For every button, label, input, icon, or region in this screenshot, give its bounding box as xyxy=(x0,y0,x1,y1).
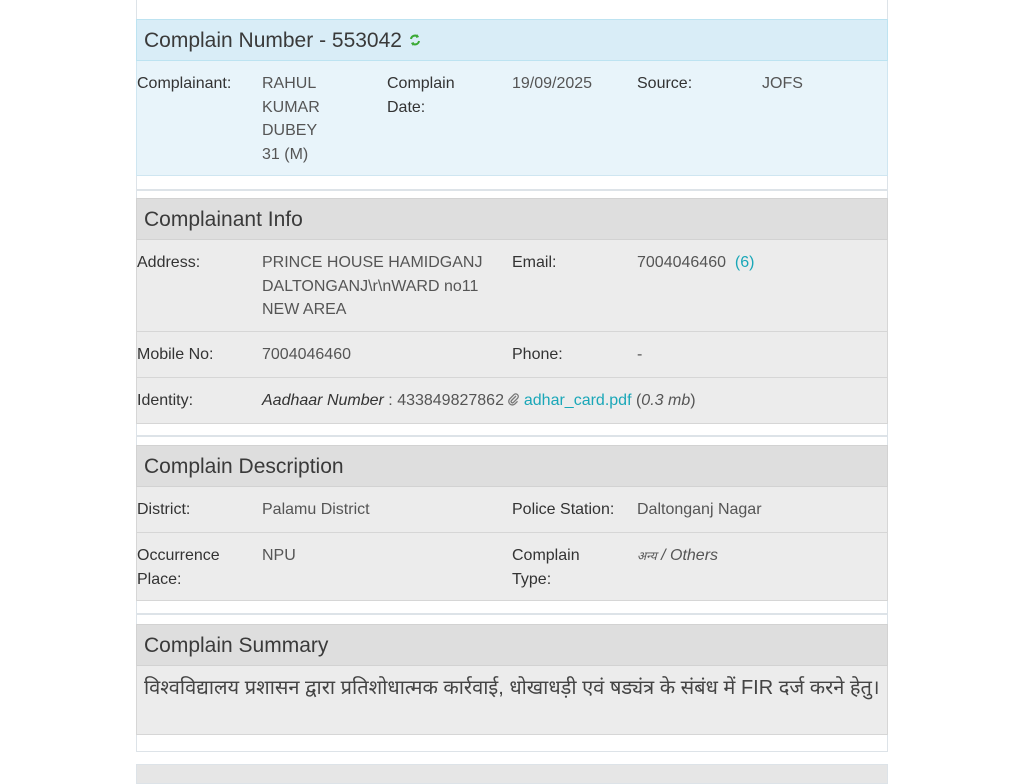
next-card xyxy=(136,764,888,784)
mobile-value: 7004046460 xyxy=(262,346,351,363)
police-station-value: Daltonganj Nagar xyxy=(637,501,762,518)
summary-text: विश्वविद्यालय प्रशासन द्वारा प्रतिशोधात्मक कार्रवाई, धोखाधड़ी एवं षड्यंत्र के संबंध में FIR दर्ज करने हेतु। xyxy=(136,666,888,735)
email-value xyxy=(637,251,754,275)
district-value: Palamu District xyxy=(262,501,370,518)
id-number: 433849827862 xyxy=(397,392,504,409)
district-label: District: xyxy=(137,501,191,518)
attachment-link[interactable]: adhar_card.pdf xyxy=(523,392,632,409)
complainant-name-line: RAHUL xyxy=(262,75,317,92)
complainant-age: 31 (M) xyxy=(262,145,309,163)
police-station-label: Police Station: xyxy=(512,501,615,518)
complainant-info-section xyxy=(136,198,888,424)
complainant-value xyxy=(262,72,320,166)
identity-row xyxy=(136,378,888,424)
source-value: JOFS xyxy=(762,75,803,92)
address-line: DALTONGANJ\r\nWARD no11 xyxy=(262,277,479,295)
address-line: PRINCE HOUSE HAMIDGANJ xyxy=(262,254,483,271)
source-label: Source: xyxy=(637,75,693,92)
address-email-row xyxy=(136,240,888,332)
complainant-label: Complainant: xyxy=(137,75,232,92)
district-row xyxy=(136,487,888,533)
complain-type-hindi: अन्य xyxy=(637,549,657,563)
email-label: Email: xyxy=(512,254,557,271)
complain-date-value: 19/09/2025 xyxy=(512,75,593,92)
complainant-name-line: KUMAR xyxy=(262,98,320,116)
phone-value: - xyxy=(637,346,643,363)
complainant-info-header: Complainant Info xyxy=(136,198,888,240)
paperclip-icon xyxy=(508,392,519,409)
description-section xyxy=(136,445,888,601)
complain-type-label-line: Type: xyxy=(512,570,552,588)
occurrence-label-line: Occurrence xyxy=(137,547,220,564)
mobile-label: Mobile No: xyxy=(137,346,214,363)
complain-type-label-line: Complain xyxy=(512,547,580,564)
occurrence-label xyxy=(137,544,220,591)
identity-value xyxy=(262,389,696,413)
description-header: Complain Description xyxy=(136,445,888,487)
address-line: NEW AREA xyxy=(262,301,347,318)
attachment-size: 0.3 mb xyxy=(641,392,691,409)
identity-label: Identity: xyxy=(137,392,194,409)
address-label: Address: xyxy=(137,254,201,271)
complainant-name-line: DUBEY xyxy=(262,122,318,139)
mobile-phone-row xyxy=(136,332,888,378)
summary-header: Complain Summary xyxy=(136,624,888,666)
occurrence-label-line: Place: xyxy=(137,570,182,588)
complaint-section xyxy=(136,19,888,176)
occurrence-row xyxy=(136,533,888,601)
complain-date-label-line: Date: xyxy=(387,98,426,116)
refresh-icon[interactable] xyxy=(408,20,422,62)
id-separator: : xyxy=(383,392,398,409)
complain-type-value xyxy=(637,544,718,569)
complaint-details-row xyxy=(136,61,888,176)
id-type: Aadhaar Number xyxy=(262,392,384,409)
complain-type-english: / Others xyxy=(656,547,719,564)
complain-date-label-line: Complain xyxy=(387,75,455,92)
email-text: 7004046460 xyxy=(637,254,726,271)
occurrence-value: NPU xyxy=(262,547,296,564)
email-count-link[interactable]: (6) xyxy=(734,254,755,271)
summary-section xyxy=(136,624,888,735)
complain-type-label xyxy=(512,544,580,591)
complain-date-label xyxy=(387,72,455,119)
attachment-close: ) xyxy=(690,392,696,409)
complaint-title: Complain Number - 553042 xyxy=(144,29,402,52)
complaint-header xyxy=(136,19,888,61)
address-value xyxy=(262,251,482,322)
attachment-open: ( xyxy=(631,392,642,409)
phone-label: Phone: xyxy=(512,346,563,363)
